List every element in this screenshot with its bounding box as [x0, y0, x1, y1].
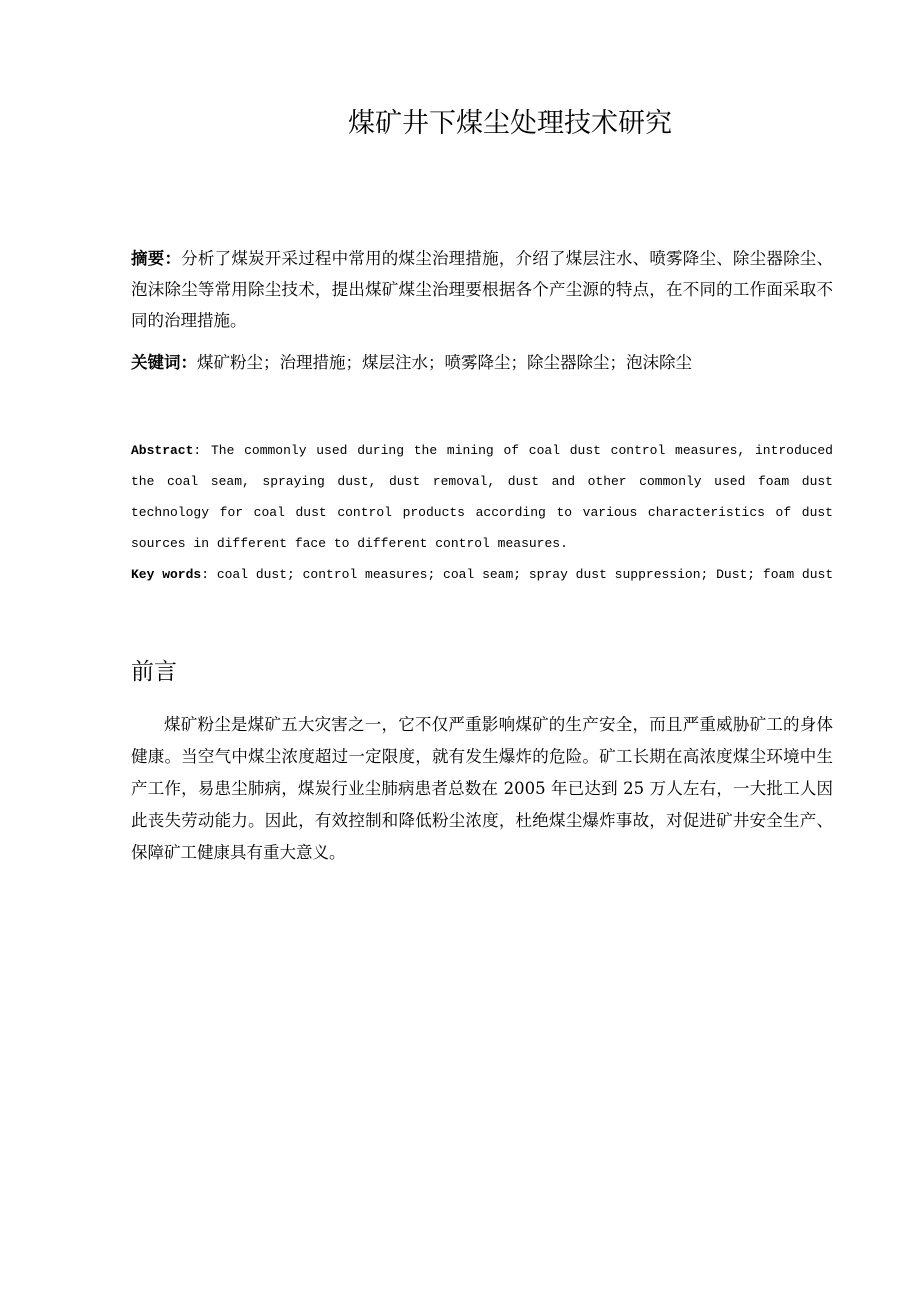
chinese-abstract	[131, 243, 833, 336]
chinese-keywords-label: 关键词：	[131, 353, 197, 372]
english-abstract-text: : The commonly used during the mining of coal dust control measures, introduced the coal seam, spraying dust, dust removal, dust and other commonly used foam dust technology for coal dust control products according to various characteristics of dust sources in different face to different control measures.	[131, 443, 833, 551]
english-keywords-text: : coal dust; control measures; coal seam; spray dust suppression; Dust; foam dust	[201, 567, 834, 582]
chinese-abstract-label: 摘要：	[131, 249, 182, 268]
english-abstract	[131, 435, 833, 559]
section-heading-preface: 前言	[131, 659, 177, 685]
english-keywords	[131, 559, 833, 590]
chinese-keywords	[131, 347, 833, 378]
intro-paragraph: 煤矿粉尘是煤矿五大灾害之一，它不仅严重影响煤矿的生产安全，而且严重威胁矿工的身体健康。当空气中煤尘浓度超过一定限度，就有发生爆炸的危险。矿工长期在高浓度煤尘环境中生产工作，易患尘肺病，煤炭行业尘肺病患者总数在 2005 年已达到 25 万人左右，一大批工人因此丧失劳动能力。因此，有效控制和降低粉尘浓度，杜绝煤尘爆炸事故，对促进矿井安全生产、保障矿工健康具有重大意义。	[131, 715, 833, 862]
chinese-keywords-text: 煤矿粉尘；治理措施；煤层注水；喷雾降尘；除尘器除尘；泡沫除尘	[197, 353, 692, 372]
english-keywords-label: Key words	[131, 567, 202, 582]
english-abstract-label: Abstract	[131, 443, 194, 458]
chinese-abstract-text: 分析了煤炭开采过程中常用的煤尘治理措施，介绍了煤层注水、喷雾降尘、除尘器除尘、泡沫除尘等常用除尘技术，提出煤矿煤尘治理要根据各个产尘源的特点，在不同的工作面采取不同的治理措施。	[131, 249, 834, 330]
document-title: 煤矿井下煤尘处理技术研究	[348, 108, 672, 139]
